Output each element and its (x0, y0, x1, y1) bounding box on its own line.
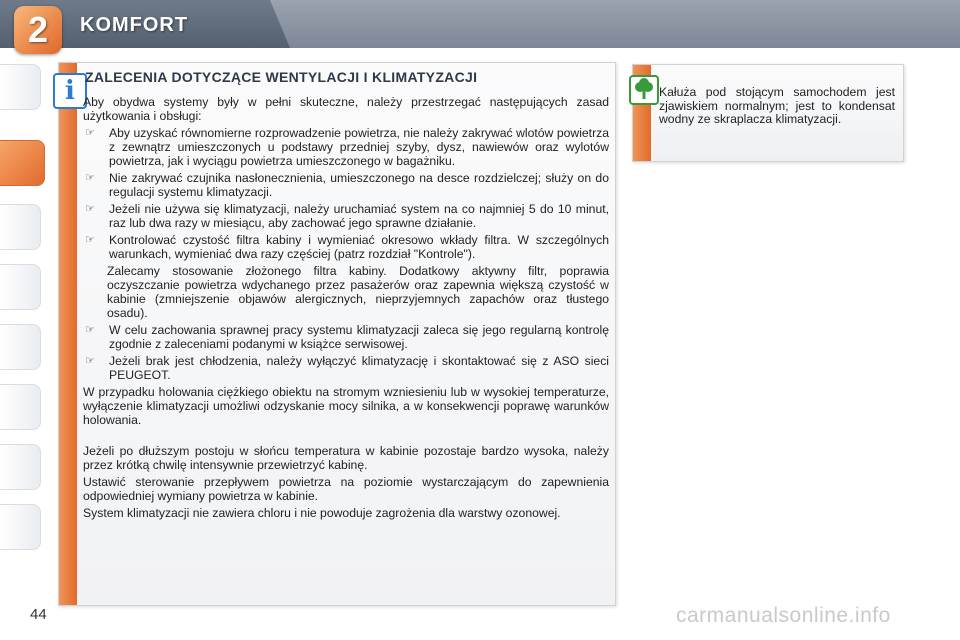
chapter-tab[interactable] (0, 64, 41, 110)
info-icon: i (53, 73, 87, 109)
list-item-continuation: Zalecamy stosowanie złożonego filtra kabiny. Dodatkowy aktywny filtr, poprawia oczyszczanie powietrza wdychanego przez pasażerów oraz zapewnia większą czystość w kabinie (zmniejszenie objawów alergicznych, nieprzyjemnych zapachów oraz tłustego osadu). (107, 264, 609, 320)
chapter-tab[interactable] (0, 384, 41, 430)
list-item: ☞ Jeżeli brak jest chłodzenia, należy wyłączyć klimatyzację i skontaktować się z ASO sieci PEUGEOT. (85, 354, 609, 382)
eco-text: Kałuża pod stojącym samochodem jest zjawiskiem normalnym; jest to kondensat wodny ze skraplacza klimatyzacji. (659, 85, 895, 126)
pointer-icon: ☞ (85, 355, 95, 367)
chapter-tab[interactable] (0, 324, 41, 370)
tree-icon (629, 75, 659, 105)
chapter-tab[interactable] (0, 264, 41, 310)
panel-body (83, 95, 609, 523)
pointer-icon: ☞ (85, 172, 95, 184)
pointer-icon: ☞ (85, 234, 95, 246)
chapter-tabs (0, 64, 48, 584)
list-item: ☞ Aby uzyskać równomierne rozprowadzenie powietrza, nie należy zakrywać wlotów powietrza z zewnątrz umieszczonych u podstawy przedniej szyby, dysz, nawiewów oraz wylotów powietrza, jak i wyciągu powietrza umieszczonego w bagażniku. (85, 126, 609, 168)
chapter-tab[interactable] (0, 444, 41, 490)
intro-text: Aby obydwa systemy były w pełni skuteczne, należy przestrzegać następujących zasad użytkowania i obsługi: (83, 95, 609, 123)
chapter-title: KOMFORT (80, 14, 189, 36)
pointer-icon: ☞ (85, 127, 95, 139)
towing-text: W przypadku holowania ciężkiego obiektu na stromym wzniesieniu lub w wysokiej temperaturze, wyłączenie klimatyzacji umożliwi odzyskanie mocy silnika, a w konsekwencji poprawę warunków holowania. (83, 385, 609, 427)
list-item: ☞ Nie zakrywać czujnika nasłonecznienia, umieszczonego na desce rozdzielczej; służy on do regulacji systemu klimatyzacji. (85, 171, 609, 199)
chapter-tab[interactable] (0, 504, 41, 550)
chapter-tab[interactable] (0, 204, 41, 250)
chapter-number: 2 (14, 6, 62, 54)
sun-text: Jeżeli po dłuższym postoju w słońcu temperatura w kabinie pozostaje bardzo wysoka, należy przez krótką chwilę intensywnie przewietrzyć kabinę. (83, 444, 609, 472)
list-item: ☞ W celu zachowania sprawnej pracy systemu klimatyzacji zaleca się jego regularną kontrolę zgodnie z zaleceniami podanymi w książce serwisowej. (85, 323, 609, 351)
watermark: carmanualsonline.info (676, 604, 891, 627)
eco-panel (632, 64, 904, 162)
panel-stripe (59, 63, 77, 605)
list-item: ☞ Jeżeli nie używa się klimatyzacji, należy uruchamiać system na co najmniej 5 do 10 minut, raz lub dwa razy w miesiącu, aby zachować jego sprawne działanie. (85, 202, 609, 230)
chapter-tab-active[interactable] (0, 140, 45, 186)
pointer-icon: ☞ (85, 203, 95, 215)
main-panel (58, 62, 616, 606)
panel-title: ZALECENIA DOTYCZĄCE WENTYLACJI I KLIMATYZACJI (85, 69, 478, 85)
pointer-icon: ☞ (85, 324, 95, 336)
chlorine-text: System klimatyzacji nie zawiera chloru i nie powoduje zagrożenia dla warstwy ozonowej. (83, 506, 561, 520)
list-item: ☞ Kontrolować czystość filtra kabiny i wymieniać okresowo wkłady filtra. W szczególnych warunkach, wymieniać dwa razy częściej (patrz rozdział "Kontrole"). (85, 233, 609, 261)
page-number: 44 (30, 606, 47, 623)
airflow-text: Ustawić sterowanie przepływem powietrza na poziomie wystarczającym do zapewnienia odpowiedniej wymiany powietrza w kabinie. (83, 475, 609, 503)
